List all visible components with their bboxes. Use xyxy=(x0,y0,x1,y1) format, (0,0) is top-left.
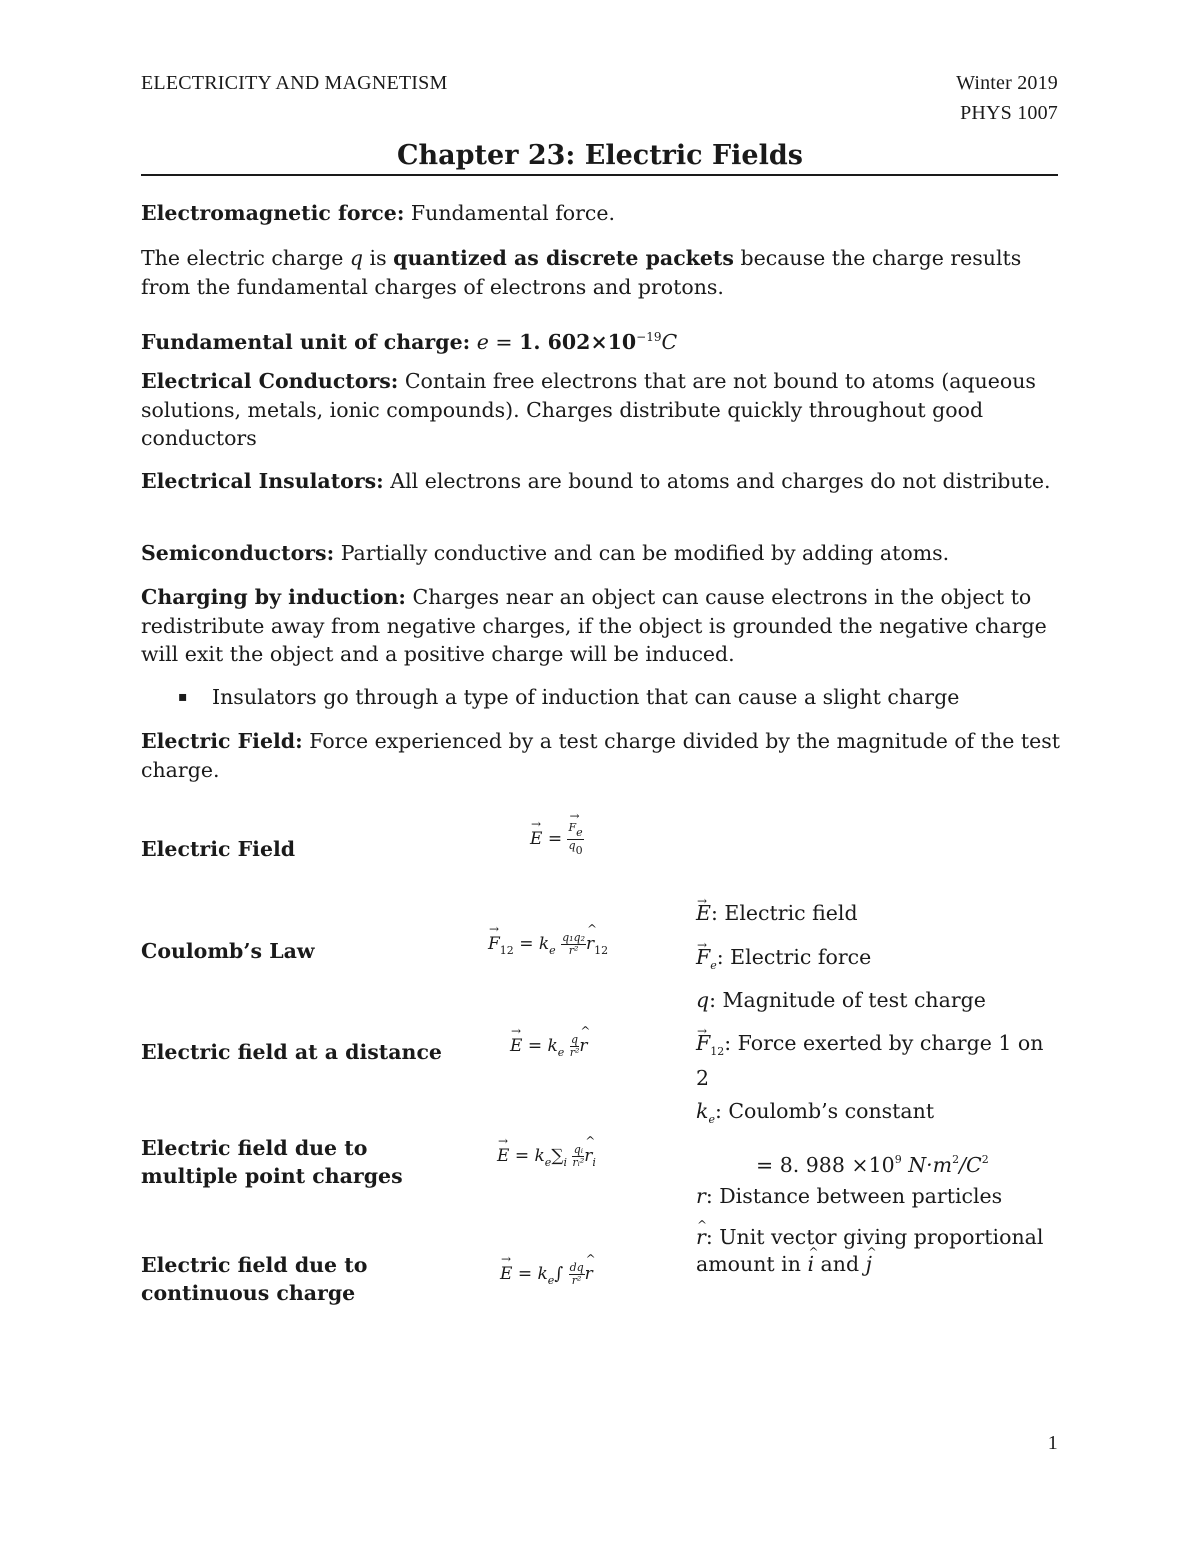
formula-q: q xyxy=(568,839,576,852)
formula-E: → E xyxy=(530,829,542,849)
formula-eq: = xyxy=(514,1146,530,1166)
formula-dq: dq xyxy=(569,1261,584,1274)
def-sub: e xyxy=(708,1113,715,1126)
formula-r2: r² xyxy=(568,944,579,957)
unit-e: e xyxy=(476,329,489,354)
fraction xyxy=(561,932,586,957)
formula-coulomb xyxy=(488,932,608,957)
insulators-term: Electrical Insulators: xyxy=(141,469,384,493)
unit-exp: −19 xyxy=(636,330,662,344)
sub-12: 12 xyxy=(594,944,609,957)
def-unit-vector xyxy=(696,1224,1056,1278)
unit-eq: = xyxy=(495,329,513,354)
label-at-distance: Electric field at a distance xyxy=(141,1040,442,1064)
def-distance xyxy=(696,1183,1056,1210)
field-term: Electric Field: xyxy=(141,729,303,753)
formula-eq: = xyxy=(517,1264,533,1284)
formula-r2: r² xyxy=(571,1274,582,1287)
semi-term: Semiconductors: xyxy=(141,541,335,565)
def-exp: 9 xyxy=(894,1153,902,1166)
label-continuous-line2: continuous charge xyxy=(141,1281,356,1305)
label-continuous xyxy=(141,1251,367,1307)
def-symbol: → E xyxy=(696,900,711,927)
formula-continuous xyxy=(500,1262,593,1287)
fraction xyxy=(572,1144,584,1169)
def-electric-force xyxy=(696,944,1056,979)
formula-electric-field xyxy=(530,822,584,857)
sub-e: e xyxy=(547,1274,555,1287)
def-i: ^ i xyxy=(807,1251,814,1278)
def-symbol: → F xyxy=(696,944,710,971)
charge-text-b: is xyxy=(363,246,394,270)
bullet-text: Insulators go through a type of induction that can cause a slight charge xyxy=(212,685,960,709)
label-coulomb: Coulomb’s Law xyxy=(141,939,315,963)
def-text: : Electric field xyxy=(710,901,858,925)
page-title: Chapter 23: Electric Fields xyxy=(397,140,803,171)
def-coulomb-constant xyxy=(696,1098,1056,1133)
def-text: : Magnitude of test charge xyxy=(709,988,986,1012)
title-rule xyxy=(141,174,1058,176)
def-force-12 xyxy=(696,1030,1056,1092)
def-unit: N·m xyxy=(908,1153,953,1177)
formula-E: → E xyxy=(510,1036,522,1056)
formula-q1q2: q₁q₂ xyxy=(562,931,585,944)
formula-E: → E xyxy=(497,1146,509,1166)
formula-eq: = xyxy=(527,1036,543,1056)
unit-c: C xyxy=(661,329,678,354)
em-force-paragraph xyxy=(141,199,1061,228)
charge-bold: quantized as discrete packets xyxy=(393,246,734,270)
label-multiple xyxy=(141,1134,403,1190)
def-unit2: /C xyxy=(959,1153,982,1177)
conductors-term: Electrical Conductors: xyxy=(141,369,399,393)
formula-eq: = xyxy=(547,829,563,849)
label-multiple-line1: Electric field due to xyxy=(141,1136,368,1160)
formula-k: k xyxy=(534,1146,545,1166)
sub-i: i xyxy=(592,1156,596,1169)
charge-symbol: q xyxy=(349,246,364,270)
formula-F: → F xyxy=(488,934,500,954)
sub-zero: 0 xyxy=(575,844,583,857)
conductors-text: Contain free electrons that are not bound to atoms (aqueous solutions, metals, ionic compounds). Charges distribute quickly throughout good conductors xyxy=(141,369,1036,450)
conductors-paragraph xyxy=(141,367,1061,453)
formula-F: → F xyxy=(568,822,576,834)
formula-q: q xyxy=(571,1033,579,1046)
def-symbol: → F xyxy=(696,1030,710,1057)
def-text: : Force exerted by charge 1 on 2 xyxy=(696,1031,1044,1090)
def-symbol: ^ r xyxy=(696,1224,706,1251)
label-continuous-line1: Electric field due to xyxy=(141,1253,368,1277)
def-text: : Unit vector giving proportional amount in xyxy=(696,1225,1044,1276)
sub-e: e xyxy=(544,1156,552,1169)
formula-k: k xyxy=(538,934,550,954)
term: Winter 2019 xyxy=(956,72,1058,94)
semi-text: Partially conductive and can be modified by adding atoms. xyxy=(334,541,950,565)
def-electric-field xyxy=(696,900,1056,927)
induction-paragraph xyxy=(141,583,1061,669)
def-test-charge xyxy=(696,987,1056,1014)
unit-charge-paragraph xyxy=(141,323,1061,356)
insulators-paragraph xyxy=(141,467,1061,496)
charge-text-a: The electric charge xyxy=(141,246,350,270)
formula-at-distance xyxy=(510,1034,588,1059)
def-symbol: q xyxy=(696,988,710,1012)
page-number: 1 xyxy=(1047,1432,1058,1454)
def-text: : Electric force xyxy=(716,945,872,969)
def-unit2-exp: 2 xyxy=(981,1153,989,1166)
semiconductors-paragraph xyxy=(141,539,1061,568)
induction-text: Charges near an object can cause electrons in the object to redistribute away from negative charges, if the object is grounded the negative charge will exit the object and a positive charge will be induced. xyxy=(141,585,1047,666)
sub-e: e xyxy=(549,944,556,957)
label-electric-field: Electric Field xyxy=(141,837,296,861)
def-value: = 8. 988 ×10 xyxy=(756,1153,895,1177)
formula-r-hat: ^ r xyxy=(586,934,594,954)
formula-multiple xyxy=(497,1144,596,1169)
sub-e: e xyxy=(576,826,583,839)
def-j: ^ j xyxy=(866,1251,872,1278)
label-multiple-line2: multiple point charges xyxy=(141,1164,403,1188)
induction-term: Charging by induction: xyxy=(141,585,406,609)
formula-qi: qᵢ xyxy=(573,1143,583,1156)
insulators-text: All electrons are bound to atoms and charges do not distribute. xyxy=(383,469,1051,493)
sub-12: 12 xyxy=(499,944,514,957)
def-sub: e xyxy=(710,959,717,972)
unit-term: Fundamental unit of charge: xyxy=(141,329,471,354)
formula-ri2: rᵢ² xyxy=(572,1156,585,1169)
formula-r-hat: ^ r xyxy=(579,1036,587,1056)
electric-field-paragraph xyxy=(141,727,1061,784)
charge-paragraph xyxy=(141,244,1061,301)
formula-eq: = xyxy=(519,934,534,954)
course-name: ELECTRICITY AND MAGNETISM xyxy=(141,72,448,94)
formula-r-hat: ^ r xyxy=(585,1264,593,1284)
fraction xyxy=(567,822,583,857)
bullet-marker: ▪ xyxy=(178,689,188,705)
def-unit-exp: 2 xyxy=(952,1153,960,1166)
def-text: : Coulomb’s constant xyxy=(714,1099,935,1123)
fraction xyxy=(569,1262,585,1287)
sub-i: i xyxy=(563,1156,567,1169)
fraction xyxy=(570,1034,580,1059)
em-force-term: Electromagnetic force: xyxy=(141,201,405,225)
def-sub: 12 xyxy=(710,1045,725,1058)
formula-r2: r² xyxy=(569,1046,580,1059)
formula-sum: ∑ xyxy=(551,1146,564,1166)
charge-text-c: because the charge results from the fundamental charges of electrons and protons. xyxy=(141,246,1022,299)
def-and: and xyxy=(814,1252,866,1276)
formula-k: k xyxy=(547,1036,558,1056)
em-force-text: Fundamental force. xyxy=(404,201,616,225)
course-code: PHYS 1007 xyxy=(960,102,1058,124)
sub-e: e xyxy=(557,1046,565,1059)
field-text: Force experienced by a test charge divided by the magnitude of the test charge. xyxy=(141,729,1061,782)
def-symbol: r xyxy=(696,1184,706,1208)
formula-r-hat: ^ r xyxy=(584,1146,592,1166)
def-text: : Distance between particles xyxy=(705,1184,1003,1208)
formula-integral: ∫ xyxy=(554,1264,564,1284)
formula-k: k xyxy=(537,1264,548,1284)
unit-value: 1. 602×10 xyxy=(519,329,637,354)
formula-E: → E xyxy=(500,1264,512,1284)
def-coulomb-value xyxy=(756,1146,1116,1179)
def-symbol: k xyxy=(696,1099,709,1123)
